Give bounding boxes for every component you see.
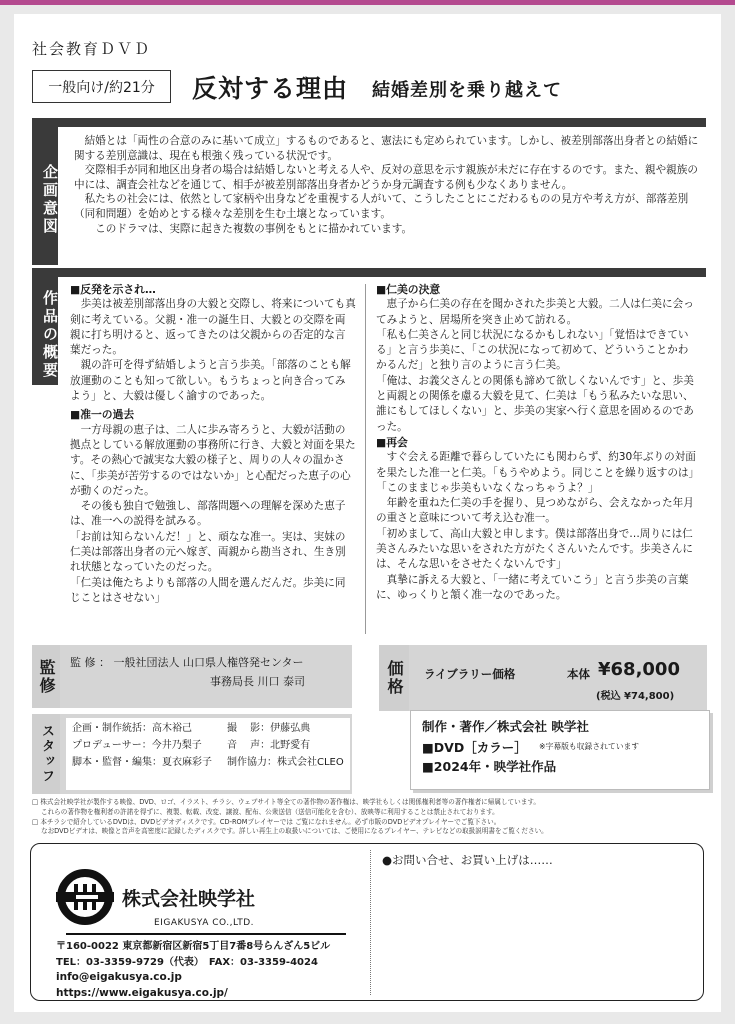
concept-paragraph: 結婚とは「両性の合意のみに基いて成立」するものであると、憲法にも定められています。しかし、被差別部落出身者との結婚に関する差別意識は、現在も根強く残っている状況です。	[74, 135, 699, 162]
supervision-line2: 事務局長 川口 泰司	[210, 675, 305, 688]
body-price-label: 本体	[567, 667, 590, 681]
section-heading: ■反発を示され…	[70, 283, 156, 296]
synopsis-right-column	[376, 282, 698, 603]
company-name-en: EIGAKUSYA CO.,LTD.	[154, 918, 255, 928]
page-title: 反対する理由	[192, 74, 349, 103]
company-name: 株式会社映学社	[122, 888, 256, 910]
synopsis-label: 作品の概要	[32, 277, 58, 385]
company-address: 〒160-0022 東京都新宿区新宿5丁目7番8号らんざん5ビル	[56, 941, 331, 952]
synopsis-paragraph: 親の許可を得ず結婚しようと言う歩美。「部落のことも解放運動のことも知って欲しい。もうちょっと向き合ってみよう」と、大毅は優しく諭すのであった。	[70, 359, 351, 403]
production-subtitle-note: ※字幕版も収録されています	[539, 742, 640, 751]
concept-paragraph: 交際相手が同和地区出身者の場合は結婚しないと考える人や、反対の意思を示す親族が未だに存在するのです。また、親や親族の中には、調査会社などを通じて、相手が被差別部落出身者かどうか身元調査する例も少なくありません。	[74, 164, 698, 191]
company-contact	[56, 939, 330, 1001]
series-label: 社会教育ＤＶＤ	[32, 40, 152, 58]
section-heading: ■仁美の決意	[376, 283, 441, 296]
synopsis-quote: 「お前は知らないんだ！」と、頑なな准一。実は、実妹の仁美は部落出身者の元へ嫁ぎ、両親から勘当され、生き別れ状態となっていたのだった。	[70, 530, 346, 574]
inquiry-label: ●お問い合せ、お買い上げは……	[382, 853, 553, 867]
concept-text	[74, 134, 700, 236]
staff-row	[72, 720, 344, 737]
synopsis-paragraph: 真摯に訴える大毅と、「一緒に考えていこう」と言う歩美の言葉に、ゆっくりと頷く准一なのであった。	[376, 573, 689, 601]
note-line: なおDVDビデオは、映像と音声を高密度に記録したディスクです。詳しい再生上の取扱いについては、ご使用になるプレイヤー、テレビなどの取扱説明書をご覧ください。	[41, 827, 548, 836]
logo-underline	[66, 933, 346, 935]
body-price: ¥68,000	[598, 659, 680, 680]
staff-credit: プロデューサー：今井乃梨子	[72, 740, 202, 751]
company-website[interactable]: https://www.eigakusya.co.jp/	[56, 986, 228, 999]
supervision-label: 監修	[32, 645, 60, 708]
synopsis-paragraph: すぐ会える距離で暮らしていたにも関わらず、約30年ぶりの対面を果たした准一と仁美。「もうやめよう。同じことを繰り返すのは」「このままじゃ歩美もいなくなっちゃうよ？」	[376, 451, 696, 494]
note-line: □ 本チラシで紹介しているDVDは、DVDビデオディスクです。CD-ROMプレイヤーでは ご覧になれません。必ず市販のDVDビデオプレイヤーでご覧下さい。	[32, 817, 501, 826]
synopsis-quote: 「仁美は俺たちよりも部落の人間を選んだんだ。歩美に同じことはさせない」	[70, 576, 346, 604]
section-heading: ■准一の過去	[70, 408, 135, 422]
staff-row	[72, 737, 344, 754]
staff-list	[66, 718, 350, 790]
library-price-label: ライブラリー価格	[424, 667, 516, 681]
staff-credit: 企画・制作統括：高木裕己	[72, 723, 192, 734]
concept-paragraph: 私たちの社会には、依然として家柄や出身などを重視する人がいて、こうしたことにこだわるものの見方や考え方が、部落差別（同和問題）を始めとする様々な差別を生む土壌となっています。	[74, 193, 689, 220]
concept-paragraph: このドラマは、実際に起きた複数の事例をもとに描かれています。	[95, 222, 413, 235]
synopsis-paragraph: 年齢を重ねた仁美の手を握り、見つめながら、会えなかった年月の重さと意味について考え込む准一。	[376, 497, 694, 525]
company-logo	[54, 866, 116, 932]
synopsis-top-rule	[32, 268, 706, 277]
contact-divider	[370, 850, 371, 995]
company-email[interactable]: info@eigakusya.co.jp	[56, 971, 182, 983]
synopsis-paragraph: 一方母親の恵子は、二人に歩み寄ろうと、大毅が活動の拠点としている解放運動の事務所に行き、大毅と対面を果たす。その熱心で誠実な大毅の様子と、周りの人々の温かさに、「歩美が苦労するのではないか」と心配だった恵子の心が動くのだった。	[70, 423, 356, 497]
tax-price: (税込 ¥74,800)	[596, 691, 675, 702]
concept-label: 企画意図	[32, 127, 58, 265]
production-format: ■DVD［カラー］	[422, 740, 527, 755]
synopsis-quote: 「俺は、お義父さんとの関係も諦めて欲しくないんです」と、歩美と両親との関係を慮る大毅を見て、仁美は「もう私みたいな思い、誰にもしてほしくない」と、歩美の実家へ行く意思を固めるのであった。	[376, 374, 694, 433]
note-line: □ 株式会社映学社が製作する映像、DVD、ロゴ、イラスト、チラシ、ウェブサイト等全ての著作物の著作権は、映学社もしくは関係権利者等の著作権者に帰属しています。	[32, 798, 540, 806]
production-credit: 制作・著作／株式会社 映学社	[422, 719, 589, 734]
staff-credit: 制作協力：株式会社CLEO	[227, 757, 344, 768]
production-year: ■2024年・映学社作品	[422, 759, 557, 774]
synopsis-left-column	[70, 282, 356, 606]
staff-credit: 脚本・監督・編集：夏衣麻彩子	[72, 757, 212, 768]
note-line: これらの著作物を権利者の許諾を得ずに、複製、転載、改変、譲渡、配布、公衆送信（送信可能化を含む）、放映等に利用することは禁止されております。	[41, 807, 499, 816]
copyright-notes	[32, 798, 707, 837]
synopsis-paragraph: 歩美は被差別部落出身の大毅と交際し、将来についても真剣に考えている。父親・准一の誕生日、大毅との交際を両親に打ち明けると、返ってきたのは父親からの否定的な言葉だった。	[70, 298, 356, 357]
column-divider	[365, 284, 366, 634]
flyer-sheet	[14, 14, 721, 1012]
logo-mark-icon	[54, 866, 116, 928]
synopsis-paragraph: その後も独自で勉強し、部落問題への理解を深めた恵子は、准一への説得を試みる。	[70, 500, 346, 528]
section-heading: ■再会	[376, 435, 408, 449]
concept-top-rule	[32, 118, 706, 127]
staff-row	[72, 754, 344, 771]
audience-duration-tag: 一般向け/約21分	[32, 70, 171, 103]
synopsis-quote: 「初めまして、高山大毅と申します。僕は部落出身で…周りには仁美さんみたいな思いをされた方がたくさんいたんです。歩美さんには、そんな思いをさせたくないんです」	[376, 527, 693, 571]
synopsis-quote: 「私も仁美さんと同じ状況になるかもしれない」「覚悟はできている」と言う歩美に、「この状況になって初めて、どういうことかわかるんだ」と独り言のように言う仁美。	[376, 328, 689, 372]
staff-label: スタッフ	[32, 714, 60, 794]
page-subtitle: 結婚差別を乗り越えて	[372, 80, 562, 101]
staff-credit: 音 声：北野愛有	[227, 740, 311, 751]
company-tel-fax: TEL：03-3359-9729（代表） FAX：03-3359-4024	[56, 956, 318, 968]
staff-credit: 撮 影：伊藤弘典	[227, 723, 311, 734]
price-label: 価格	[379, 645, 409, 711]
supervision-line1: 監 修 ： 一般社団法人 山口県人権啓発センター	[70, 656, 304, 669]
synopsis-paragraph: 恵子から仁美の存在を聞かされた歩美と大毅。二人は仁美に会ってみようと、居場所を突き止めて訪れる。	[376, 298, 694, 326]
top-accent-bar	[0, 0, 735, 5]
